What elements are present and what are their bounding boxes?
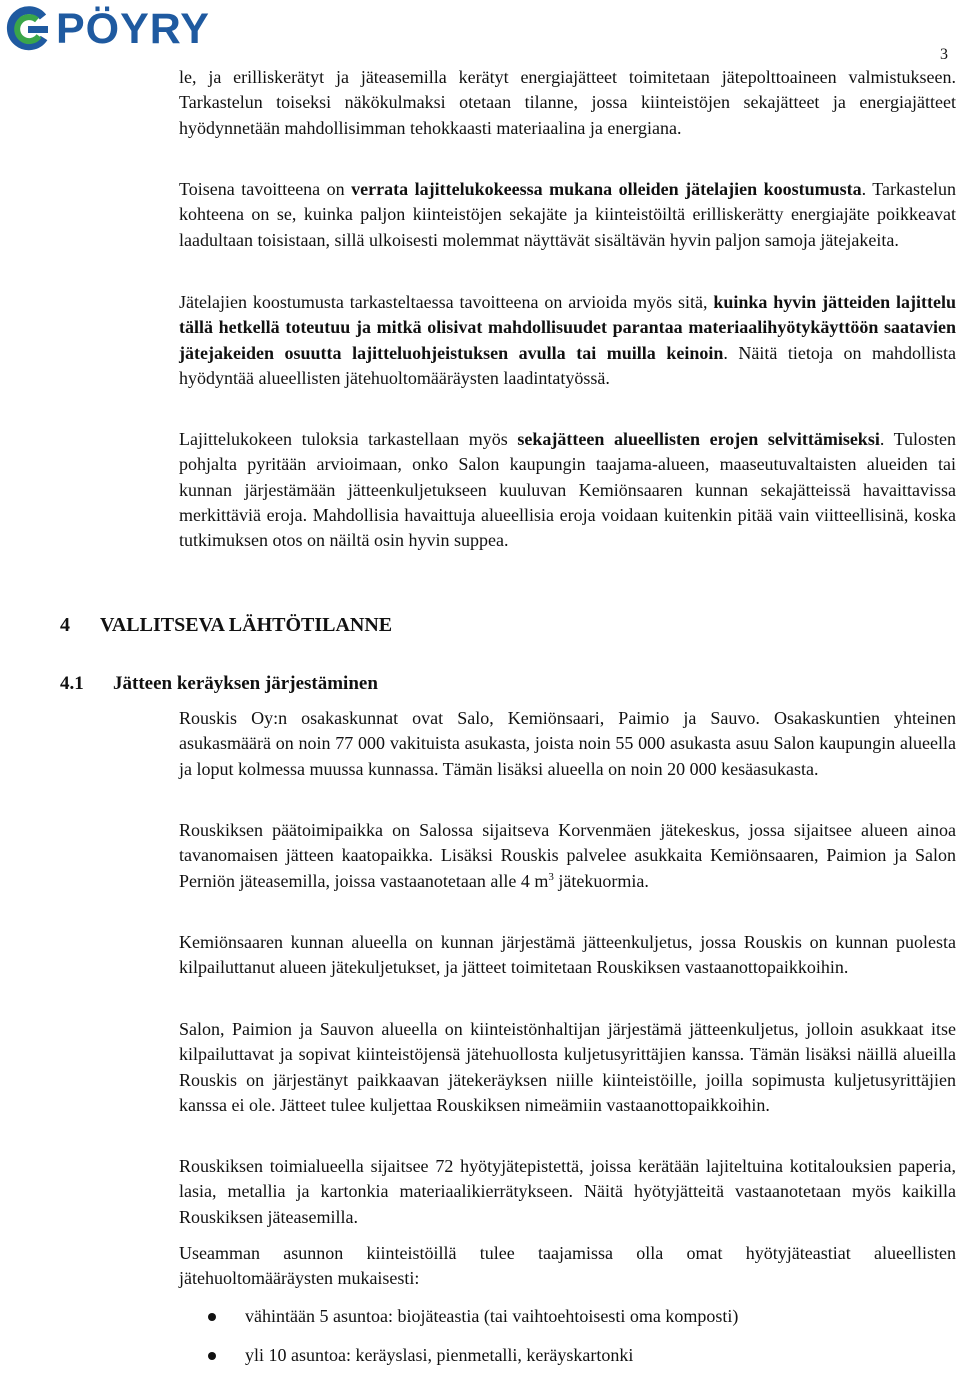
paragraph: Kemiönsaaren kunnan alueella on kunnan järjestämä jätteenkuljetus, jossa Rouskis on kunnan puolesta kilpailuttanut alueen jätekuljetukset, ja jätteet toimitetaan Rouskiksen vastaanottopaikkoihin. (179, 932, 956, 978)
subsection-number: 4.1 (60, 673, 84, 694)
paragraph: Salon, Paimion ja Sauvon alueella on kiinteistönhaltijan järjestämä jätteenkuljetus, jolloin asukkaat itse kilpailuttavat ja sopivat kiinteistöjensä jätehuollosta kuljetusyrittäjien kanssa. Tämän lisäksi näillä alueilla Rouskis on järjestänyt paikkaavan jätekeräyksen niille kiinteistöille, joilla sopimusta kuljetusyrittäjien kanssa ei ole. Jätteet tulee kuljettaa Rouskiksen nimeämiin vastaanottopaikkoihin. (179, 1019, 956, 1115)
logo-wordmark: PÖYRY (56, 4, 210, 53)
paragraph: Rouskiksen toimialueella sijaitsee 72 hyötyjätepistettä, joissa kerätään lajiteltuina kotitalouksien paperia, lasia, metallia ja kartonkia materiaalikierrätykseen. Näitä hyötyjätteitä vastaanotetaan myös kaikilla Rouskiksen jäteasemilla. (179, 1156, 956, 1227)
paragraph: Rouskis Oy:n osakaskunnat ovat Salo, Kemiönsaari, Paimio ja Sauvo. Osakaskuntien yhteinen asukasmäärä on noin 77 000 vakituista asukasta, joista noin 55 000 asukasta asuu Salon kaupungin alueella ja loput kolmessa muussa kunnassa. Tämän lisäksi alueella on noin 20 000 kesäasukasta. (179, 708, 956, 779)
paragraph: Rouskiksen päätoimipaikka on Salossa sijaitseva Korvenmäen jätekeskus, jossa sijaitsee alueen ainoa tavanomaisen jätteen kaatopaikka. Lisäksi Rouskis palvelee asukkaita Kemiönsaaren, Paimion ja Salon Perniön jäteasemilla, joissa vastaanotetaan alle 4 $m^3$ jätekuormia. (179, 820, 956, 891)
paragraph: Jätelajien koostumusta tarkasteltaessa tavoitteena on arvioida myös sitä, kuinka hyvin jätteiden lajittelu tällä hetkellä toteutuu ja mitkä olisivat mahdollisuudet parantaa materiaalihyötykäyttöön saatavien jätejakeiden osuutta lajitteluohjeistuksen avulla tai muilla keinoin. Näitä tietoja on mahdollista hyödyntää alueellisten jätehuoltomääräysten laadintatyössä. (179, 292, 956, 388)
emphasis: kuinka hyvin jätteiden lajittelu tällä hetkellä toteutuu ja mitkä olisivat mahdollisuudet parantaa materiaalihyötykäyttöön saatavien jätejakeiden osuutta lajitteluohjeistuksen avulla tai muilla keinoin (179, 292, 956, 363)
list-item: yli 10 asuntoa: keräyslasi, pienmetalli, keräyskartonki (179, 1343, 956, 1368)
emphasis: verrata lajittelukokeessa mukana olleiden jätelajien koostumusta (351, 179, 862, 199)
paragraph: le, ja erilliskerätyt ja jäteasemilla kerätyt energiajätteet toimitetaan jätepolttoaineen valmistukseen. Tarkastelun toiseksi näkökulmaksi otetaan tilanne, jossa kiinteistöjen sekajätteet ja energiajätteet hyödynnetään mahdollisimman tehokkaasti materiaalina ja energiana. (179, 67, 956, 138)
emphasis: sekajätteen alueellisten erojen selvittämiseksi (517, 429, 880, 449)
paragraph: Toisena tavoitteena on verrata lajittelukokeessa mukana olleiden jätelajien koostumusta. Tarkastelun kohteena on se, kuinka paljon kiinteistöjen sekajäte ja kiinteistöiltä erilliskerätty energiajäte poikkeavat laadultaan toisistaan, sillä ulkoisesti molemmat näyttävät sisältävän hyvin paljon samoja jätejakeita. (179, 179, 956, 250)
subsection-title: Jätteen keräyksen järjestäminen (113, 673, 378, 694)
section-heading (60, 611, 392, 639)
superscript: 3 (548, 870, 554, 883)
bullet-dot-icon (208, 1352, 216, 1360)
page-number: 3 (940, 46, 948, 63)
subsection-heading (60, 671, 378, 697)
section-number: 4 (60, 614, 70, 636)
bullet-list (179, 1304, 956, 1382)
bullet-dot-icon (208, 1313, 216, 1321)
section-title: VALLITSEVA LÄHTÖTILANNE (100, 614, 393, 636)
paragraph: Lajittelukokeen tuloksia tarkastellaan myös sekajätteen alueellisten erojen selvittämiseksi. Tulosten pohjalta pyritään arvioimaan, onko Salon kaupungin taajama-alueen, maaseutuvaltaisten alueiden tai kunnan järjestämään jätteenkuljetukseen kuuluvan Kemiönsaaren kunnan sekajätteissä havaittavissa merkittäviä eroja. Mahdollisia havaittuja alueellisia eroja voidaan kuitenkin pitää vain viitteellisinä, koska tutkimuksen otos on näiltä osin hyvin suppea. (179, 429, 956, 551)
paragraph: Useamman asunnon kiinteistöillä tulee taajamissa olla omat hyötyjäteastiat alueellisten jätehuoltomääräysten mukaisesti: (179, 1243, 956, 1289)
list-item: vähintään 5 asuntoa: biojäteastia (tai vaihtoehtoisesti oma komposti) (179, 1304, 956, 1329)
company-logo (4, 3, 254, 55)
poyry-logo-icon (4, 5, 52, 53)
